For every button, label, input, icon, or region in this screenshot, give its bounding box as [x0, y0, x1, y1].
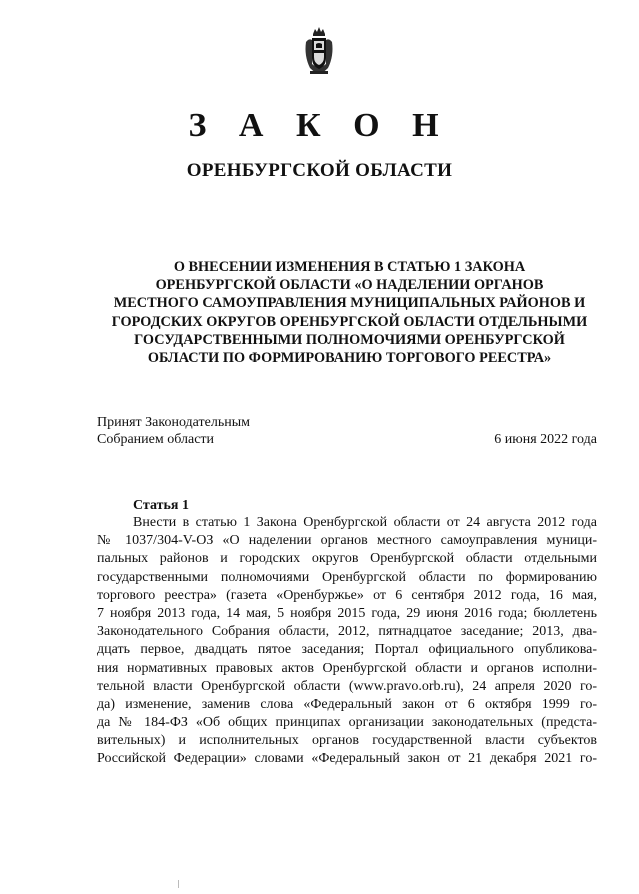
body-line: Российской Федерации» словами «Федеральный закон от 21 декабря 2021 го- — [97, 751, 597, 767]
heading-line: ОРЕНБУРГСКОЙ ОБЛАСТИ «О НАДЕЛЕНИИ ОРГАНОВ — [155, 277, 544, 294]
law-heading — [88, 258, 611, 367]
body-line: государственными полномочиями Оренбургской области по формированию — [97, 569, 597, 585]
heading-line: ГОРОДСКИХ ОКРУГОВ ОРЕНБУРГСКОЙ ОБЛАСТИ ОТДЕЛЬНЫМИ — [111, 313, 588, 330]
body-line: дцать первое, двадцать пятое заседания; Портал официального опубликова- — [97, 642, 597, 658]
body-line: № 1037/304-V-ОЗ «О наделении органов местного самоуправления муници- — [97, 533, 597, 549]
body-line: пальных районов и городских округов Оренбургской области отдельными — [97, 551, 597, 567]
adoption-block — [97, 414, 597, 448]
adopted-by-line-2: Собранием области — [97, 432, 215, 447]
article-title: Статья 1 — [133, 498, 189, 513]
region-title: ОРЕНБУРГСКОЙ ОБЛАСТИ — [186, 160, 453, 181]
body-line: да № 184-ФЗ «Об общих принципах организации законодательных (предста- — [97, 715, 597, 731]
body-line: Законодательного Собрания области, 2012, пятнадцатое заседание; 2013, два- — [97, 624, 597, 640]
body-line: ния нормативных правовых актов Оренбургской области и органов исполни- — [97, 660, 597, 676]
law-title: З А К О Н — [188, 107, 451, 144]
heading-line: О ВНЕСЕНИИ ИЗМЕНЕНИЯ В СТАТЬЮ 1 ЗАКОНА — [173, 259, 526, 275]
body-line: Внести в статью 1 Закона Оренбургской области от 24 августа 2012 года — [133, 515, 597, 530]
coat-of-arms-icon — [302, 26, 336, 76]
adoption-date: 6 июня 2022 года — [494, 432, 597, 447]
body-line: 7 ноября 2013 года, 14 мая, 5 ноября 2015 года, 29 июня 2016 года; бюллетень — [97, 605, 597, 621]
article-body — [97, 514, 597, 769]
body-line: тельной власти Оренбургской области (www.pravo.orb.ru), 24 апреля 2020 го- — [97, 678, 597, 694]
heading-line: ГОСУДАРСТВЕННЫМИ ПОЛНОМОЧИЯМИ ОРЕНБУРГСКОЙ — [134, 331, 565, 348]
heading-line: МЕСТНОГО САМОУПРАВЛЕНИЯ МУНИЦИПАЛЬНЫХ РАЙОНОВ И — [113, 295, 586, 312]
adopted-by-line-1: Принят Законодательным — [97, 415, 250, 430]
page-edge-mark — [178, 880, 179, 888]
body-line: торгового реестра» (газета «Оренбуржье» от 6 сентября 2012 года, 16 мая, — [97, 587, 597, 603]
heading-line: ОБЛАСТИ ПО ФОРМИРОВАНИЮ ТОРГОВОГО РЕЕСТРА» — [147, 350, 552, 367]
body-line: вительных) и исполнительных органов государственной власти субъектов — [97, 733, 597, 749]
body-line: да) изменение, заменив слова «Федеральный закон от 6 октября 1999 го- — [97, 696, 597, 712]
